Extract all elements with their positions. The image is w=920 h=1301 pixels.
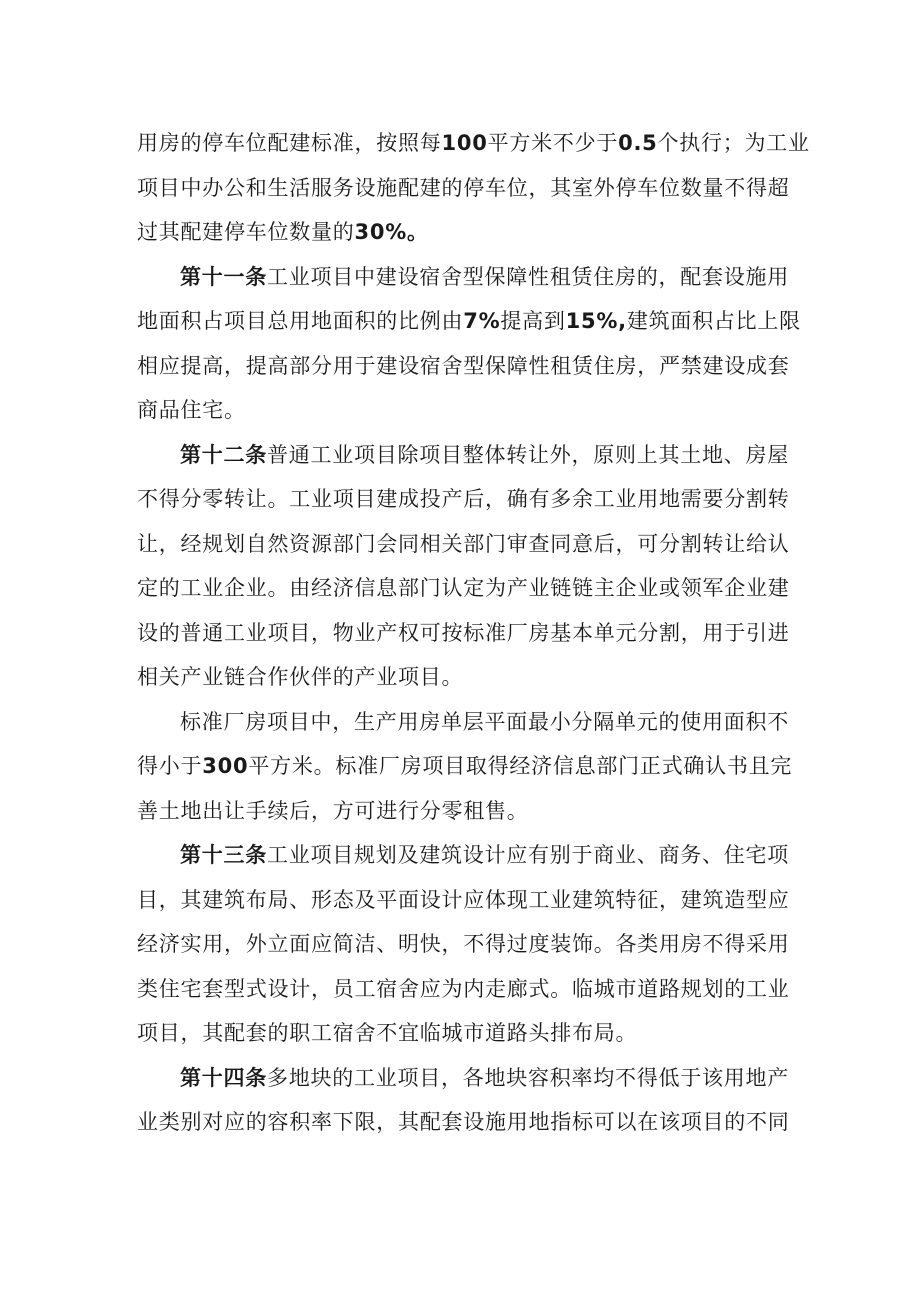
text-run: 平方米。标准厂房项目取得经济信息部门正式确认书且完 — [248, 754, 793, 778]
text-run: 平方米不少于 — [487, 131, 619, 155]
text-line — [137, 922, 790, 967]
text-line — [137, 566, 790, 611]
text-run: 标准厂房项目中，生产用房单层平面最小分隔单元的使用面积不 — [180, 709, 789, 734]
text-line — [137, 477, 790, 522]
text-line — [137, 833, 789, 878]
bold-text: 第十四条 — [180, 1065, 267, 1090]
text-line — [137, 255, 789, 300]
text-run: 工业项目中建设宿舍型保障性租赁住房的，配套设施用 — [267, 264, 789, 289]
text-line — [137, 210, 785, 255]
text-line — [137, 878, 790, 923]
text-run: 定的工业企业。由经济信息部门认定为产业链链主企业或领军企业建 — [137, 576, 790, 600]
paragraph-p-cont — [137, 121, 810, 255]
text-run: 经济实用，外立面应简洁、明快，不得过度装饰。各类用房不得采用 — [137, 932, 790, 956]
text-run: 类住宅套型式设计，员工宿舍应为内走廊式。临城市道路规划的工业 — [137, 976, 790, 1001]
text-line — [137, 700, 789, 745]
text-run: 工业项目规划及建筑设计应有别于商业、商务、住宅项 — [267, 843, 789, 867]
text-run: 让，经规划自然资源部门会同相关部门审查同意后，可分割转让给认 — [137, 531, 790, 556]
document-page — [137, 121, 810, 1145]
text-run: 善土地出让手续后，方可进行分零租售。 — [137, 798, 529, 823]
text-line — [137, 1100, 790, 1145]
text-run: 提高到 — [500, 309, 566, 333]
paragraph-article-12 — [137, 433, 790, 700]
text-line — [137, 655, 785, 700]
bold-text: 300 — [202, 754, 249, 778]
text-line — [137, 744, 793, 789]
text-line — [137, 967, 790, 1012]
bold-text: 100 — [441, 131, 488, 155]
text-run: 多地块的工业项目，各地块容积率均不得低于该用地产 — [267, 1065, 789, 1090]
text-line — [137, 522, 790, 567]
paragraph-article-13 — [137, 833, 790, 1056]
text-run: 项目中办公和生活服务设施配建的停车位，其室外停车位数量不得超 — [137, 175, 790, 200]
text-run: 普通工业项目除项目整体转让外，原则上其土地、房屋 — [267, 442, 789, 467]
text-line — [137, 1056, 789, 1101]
text-run: 业类别对应的容积率下限，其配套设施用地指标可以在该项目的不同 — [137, 1110, 790, 1134]
text-line — [137, 611, 790, 656]
text-line — [137, 433, 789, 478]
text-line — [137, 299, 801, 344]
text-run: 建筑面积占比上限 — [626, 309, 801, 333]
text-run: 项目，其配套的职工宿舍不宜临城市道路头排布局。 — [137, 1021, 638, 1045]
text-line — [137, 388, 785, 433]
text-run: 过其配建停车位数量的 — [137, 220, 355, 244]
paragraph-article-11 — [137, 255, 801, 433]
text-run: 目，其建筑布局、形态及平面设计应体现工业建筑特征，建筑造型应 — [137, 887, 790, 912]
text-line — [137, 344, 790, 389]
paragraph-article-14 — [137, 1056, 790, 1145]
bold-text: 30%。 — [354, 220, 429, 244]
text-run: 地面积占项目总用地面积的比例由 — [137, 309, 464, 333]
text-run: 商品住宅。 — [137, 398, 246, 422]
text-run: 不得分零转让。工业项目建成投产后，确有多余工业用地需要分割转 — [137, 487, 790, 511]
bold-text: 7% — [463, 309, 501, 333]
text-run: 用房的停车位配建标准，按照每 — [137, 131, 442, 155]
text-line — [137, 166, 790, 211]
text-run: 相关产业链合作伙伴的产业项目。 — [137, 665, 464, 689]
text-line — [137, 789, 785, 834]
text-line — [137, 1011, 785, 1056]
bold-text: 第十三条 — [180, 843, 267, 867]
text-run: 相应提高，提高部分用于建设宿舍型保障性租赁住房，严禁建设成套 — [137, 353, 790, 378]
text-line — [137, 121, 810, 166]
paragraph-article-12-sub — [137, 700, 793, 834]
text-run: 设的普通工业项目，物业产权可按标准厂房基本单元分割，用于引进 — [137, 620, 790, 645]
text-run: 个执行；为工业 — [657, 131, 810, 155]
bold-text: 0.5 — [618, 131, 658, 155]
bold-text: 15%, — [565, 309, 627, 333]
bold-text: 第十一条 — [180, 264, 267, 289]
text-run: 得小于 — [137, 754, 203, 778]
bold-text: 第十二条 — [180, 442, 267, 467]
